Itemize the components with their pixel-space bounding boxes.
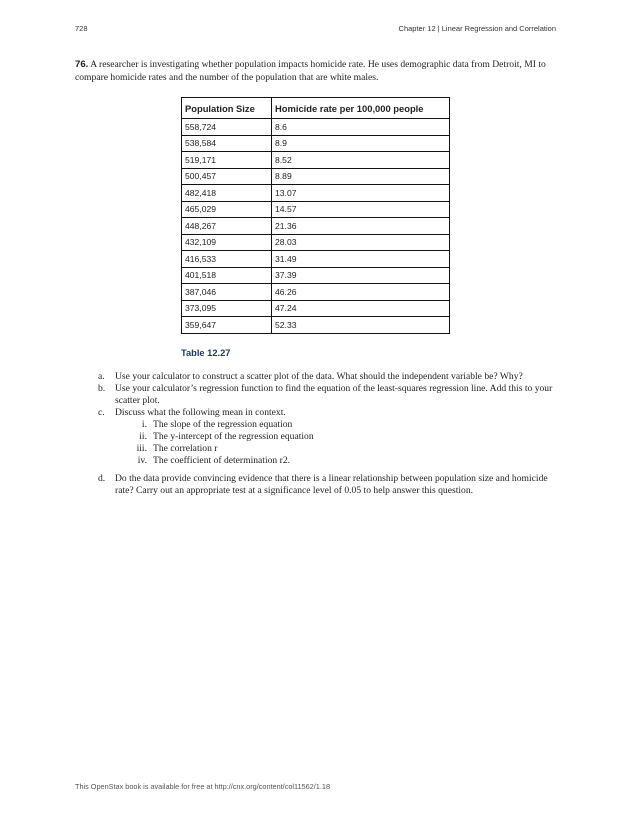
table-row bbox=[182, 201, 450, 218]
problem-statement bbox=[75, 59, 557, 84]
question-text: Do the data provide convincing evidence that there is a linear relationship between population size and homicide rate? Carry out an appropriate test at a significance level of 0.05 to help answer this question. bbox=[115, 473, 548, 496]
sub-question-label: iv. bbox=[137, 455, 147, 466]
sub-question-text: The slope of the regression equation bbox=[153, 419, 293, 430]
table-row bbox=[182, 284, 450, 301]
population-cell: 448,267 bbox=[182, 218, 272, 235]
rate-cell: 8.6 bbox=[272, 119, 450, 136]
question-c bbox=[75, 407, 559, 419]
column-header-homicide-rate: Homicide rate per 100,000 people bbox=[272, 98, 450, 119]
sub-question-iii bbox=[75, 443, 559, 455]
population-cell: 416,533 bbox=[182, 251, 272, 268]
table-row bbox=[182, 317, 450, 334]
question-text: Use your calculator’s regression function to find the equation of the least-squares regression line. Add this to your scatter plot. bbox=[115, 383, 553, 406]
rate-cell: 28.03 bbox=[272, 234, 450, 251]
question-label: a. bbox=[98, 371, 105, 382]
population-cell: 387,046 bbox=[182, 284, 272, 301]
problem-number: 76. bbox=[75, 59, 89, 70]
rate-cell: 8.52 bbox=[272, 152, 450, 169]
table-row bbox=[182, 152, 450, 169]
table-row bbox=[182, 119, 450, 136]
table-row bbox=[182, 185, 450, 202]
table-row bbox=[182, 300, 450, 317]
sub-question-text: The coefficient of determination r2. bbox=[153, 455, 291, 466]
population-cell: 538,584 bbox=[182, 135, 272, 152]
chapter-title: Chapter 12 | Linear Regression and Correlation bbox=[398, 24, 556, 33]
rate-cell: 14.57 bbox=[272, 201, 450, 218]
rate-cell: 47.24 bbox=[272, 300, 450, 317]
table-caption: Table 12.27 bbox=[181, 348, 231, 358]
sub-question-i bbox=[75, 419, 559, 431]
rate-cell: 21.36 bbox=[272, 218, 450, 235]
sub-question-ii bbox=[75, 431, 559, 443]
sub-question-label: iii. bbox=[136, 443, 147, 454]
data-table bbox=[181, 97, 450, 334]
question-text: Discuss what the following mean in context. bbox=[115, 407, 286, 418]
population-cell: 482,418 bbox=[182, 185, 272, 202]
population-cell: 558,724 bbox=[182, 119, 272, 136]
population-cell: 359,647 bbox=[182, 317, 272, 334]
population-cell: 373,095 bbox=[182, 300, 272, 317]
sub-question-text: The correlation r bbox=[153, 443, 218, 454]
table-row bbox=[182, 168, 450, 185]
question-list bbox=[75, 371, 559, 497]
question-label: d. bbox=[98, 473, 106, 484]
page-number: 728 bbox=[75, 24, 88, 33]
problem-text: A researcher is investigating whether population impacts homicide rate. He uses demographic data from Detroit, MI to compare homicide rates and the number of the population that are white males. bbox=[75, 59, 546, 83]
table-row bbox=[182, 267, 450, 284]
rate-cell: 46.26 bbox=[272, 284, 450, 301]
rate-cell: 52.33 bbox=[272, 317, 450, 334]
rate-cell: 37.39 bbox=[272, 267, 450, 284]
question-d bbox=[75, 473, 559, 497]
sub-question-label: ii. bbox=[139, 431, 147, 442]
question-label: b. bbox=[98, 383, 106, 394]
population-cell: 465,029 bbox=[182, 201, 272, 218]
sub-question-iv bbox=[75, 455, 559, 467]
table-row bbox=[182, 218, 450, 235]
table-row bbox=[182, 251, 450, 268]
question-b bbox=[75, 383, 559, 407]
sub-question-label: i. bbox=[141, 419, 147, 430]
rate-cell: 13.07 bbox=[272, 185, 450, 202]
question-label: c. bbox=[98, 407, 105, 418]
column-header-population: Population Size bbox=[182, 98, 272, 119]
rate-cell: 31.49 bbox=[272, 251, 450, 268]
population-cell: 432,109 bbox=[182, 234, 272, 251]
sub-question-text: The y-intercept of the regression equation bbox=[153, 431, 314, 442]
rate-cell: 8.89 bbox=[272, 168, 450, 185]
rate-cell: 8.9 bbox=[272, 135, 450, 152]
population-cell: 519,171 bbox=[182, 152, 272, 169]
table-row bbox=[182, 234, 450, 251]
population-cell: 401,518 bbox=[182, 267, 272, 284]
table-row bbox=[182, 135, 450, 152]
question-a bbox=[75, 371, 559, 383]
population-cell: 500,457 bbox=[182, 168, 272, 185]
question-text: Use your calculator to construct a scatter plot of the data. What should the independent variable be? Why? bbox=[115, 371, 523, 382]
footer-note: This OpenStax book is available for free at http://cnx.org/content/col11562/1.18 bbox=[75, 782, 331, 791]
table-header-row bbox=[182, 98, 450, 119]
